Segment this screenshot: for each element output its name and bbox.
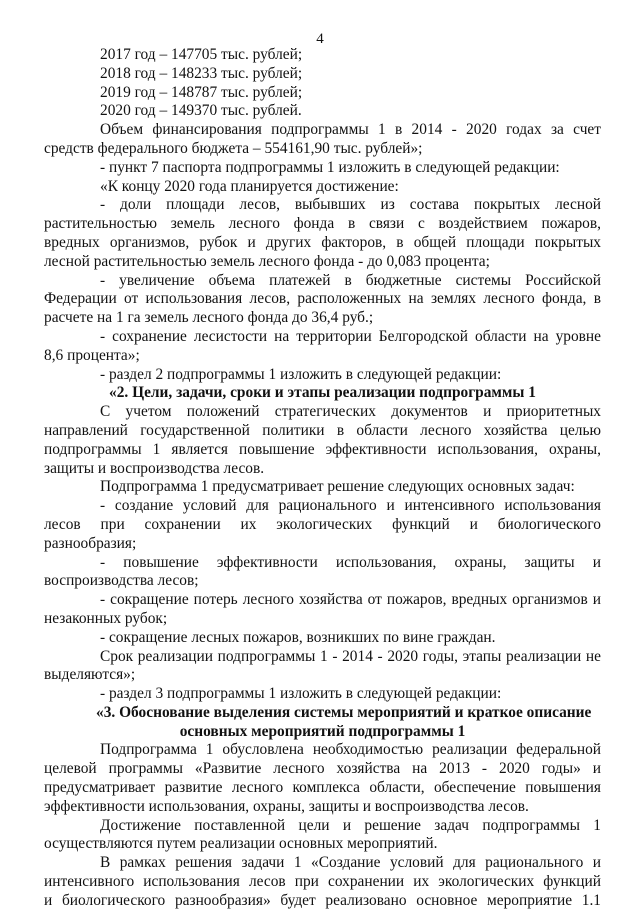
text-line: расчете на 1 га земель лесного фонда до 36,4 руб.; — [44, 309, 374, 327]
text-line: средств федерального бюджета – 554161,90 тыс. рублей»; — [44, 139, 423, 157]
text-line: лесной растительностью земель лесного фонда - до 0,083 процента; — [44, 252, 490, 270]
section-heading: «3. Обоснование выделения системы мероприятий и краткое описание — [96, 703, 592, 721]
text-line: и биологического разнообразия» будет реализовано основное мероприятие 1.1 — [44, 891, 601, 909]
text-line: целевой программы «Развитие лесного хозяйства на 2013 - 2020 годы» и — [44, 760, 601, 778]
text-line: - повышение эффективности использования, охраны, защиты и — [100, 553, 601, 571]
text-line: - сокращение потерь лесного хозяйства от пожаров, вредных организмов и — [100, 591, 601, 609]
text-line: - создание условий для рационального и интенсивного использования — [100, 497, 601, 515]
text-line: предусматривает развитие лесного комплекса области, обеспечение повышения — [44, 779, 601, 797]
text-line: Достижение поставленной цели и решение задач подпрограммы 1 — [100, 816, 601, 834]
text-line: С учетом положений стратегических документов и приоритетных — [100, 403, 601, 421]
text-line: - раздел 2 подпрограммы 1 изложить в следующей редакции: — [100, 365, 502, 383]
text-line: - увеличение объема платежей в бюджетные системы Российской — [100, 271, 601, 289]
text-line: Объем финансирования подпрограммы 1 в 2014 - 2020 годах за счет — [100, 121, 601, 139]
text-line: 2020 год – 149370 тыс. рублей. — [100, 102, 302, 120]
text-line: - пункт 7 паспорта подпрограммы 1 изложить в следующей редакции: — [100, 158, 560, 176]
text-line: разнообразия; — [44, 534, 137, 552]
text-line: вредных организмов, рубок и других факторов, в общей площади покрытых — [44, 233, 601, 251]
text-line: - сокращение лесных пожаров, возникших по вине граждан. — [100, 628, 496, 646]
document-body — [44, 46, 601, 911]
text-line: 2017 год – 147705 тыс. рублей; — [100, 46, 303, 63]
text-line: «К концу 2020 года планируется достижение: — [100, 177, 399, 195]
text-line: Подпрограмма 1 предусматривает решение следующих основных задач: — [100, 478, 575, 496]
text-line: растительностью земель лесного фонда в связи с воздействием пожаров, — [44, 215, 601, 233]
text-line: 2019 год – 148787 тыс. рублей; — [100, 83, 303, 101]
section-heading: основных мероприятий подпрограммы 1 — [179, 722, 466, 740]
text-line: 2018 год – 148233 тыс. рублей; — [100, 64, 303, 82]
text-line: 8,6 процента»; — [44, 346, 140, 364]
text-line: - раздел 3 подпрограммы 1 изложить в следующей редакции: — [100, 685, 502, 703]
text-line: Федерации от использования лесов, расположенных на землях лесного фонда, в — [44, 290, 601, 308]
text-line: осуществляются путем реализации основных мероприятий. — [44, 835, 438, 853]
text-line: - сохранение лесистости на территории Белгородской области на уровне — [100, 327, 601, 345]
text-line: лесов при сохранении их экологических функций и биологического — [44, 515, 601, 533]
text-line: В рамках решения задачи 1 «Создание условий для рационального и — [100, 854, 601, 872]
text-line: эффективности использования, охраны, защиты и воспроизводства лесов. — [44, 797, 529, 815]
text-line: воспроизводства лесов; — [44, 572, 199, 590]
text-line: подпрограммы 1 является повышение эффективности использования, охраны, — [44, 440, 601, 458]
page-number: 4 — [316, 31, 324, 47]
section-heading: «2. Цели, задачи, сроки и этапы реализации подпрограммы 1 — [109, 384, 536, 402]
text-line: Подпрограмма 1 обусловлена необходимостью реализации федеральной — [100, 741, 601, 759]
text-line: - доли площади лесов, выбывших из состава покрытых лесной — [100, 196, 601, 214]
text-line: Срок реализации подпрограммы 1 - 2014 - 2020 годы, этапы реализации не — [100, 647, 601, 665]
text-line: выделяются»; — [44, 666, 136, 684]
text-line: защиты и воспроизводства лесов. — [44, 459, 265, 477]
text-line: незаконных рубок; — [44, 609, 168, 627]
text-line: интенсивного использования лесов при сохранении их экологических функций — [44, 873, 601, 891]
text-line: направлений государственной политики в области лесного хозяйства целью — [44, 421, 601, 439]
